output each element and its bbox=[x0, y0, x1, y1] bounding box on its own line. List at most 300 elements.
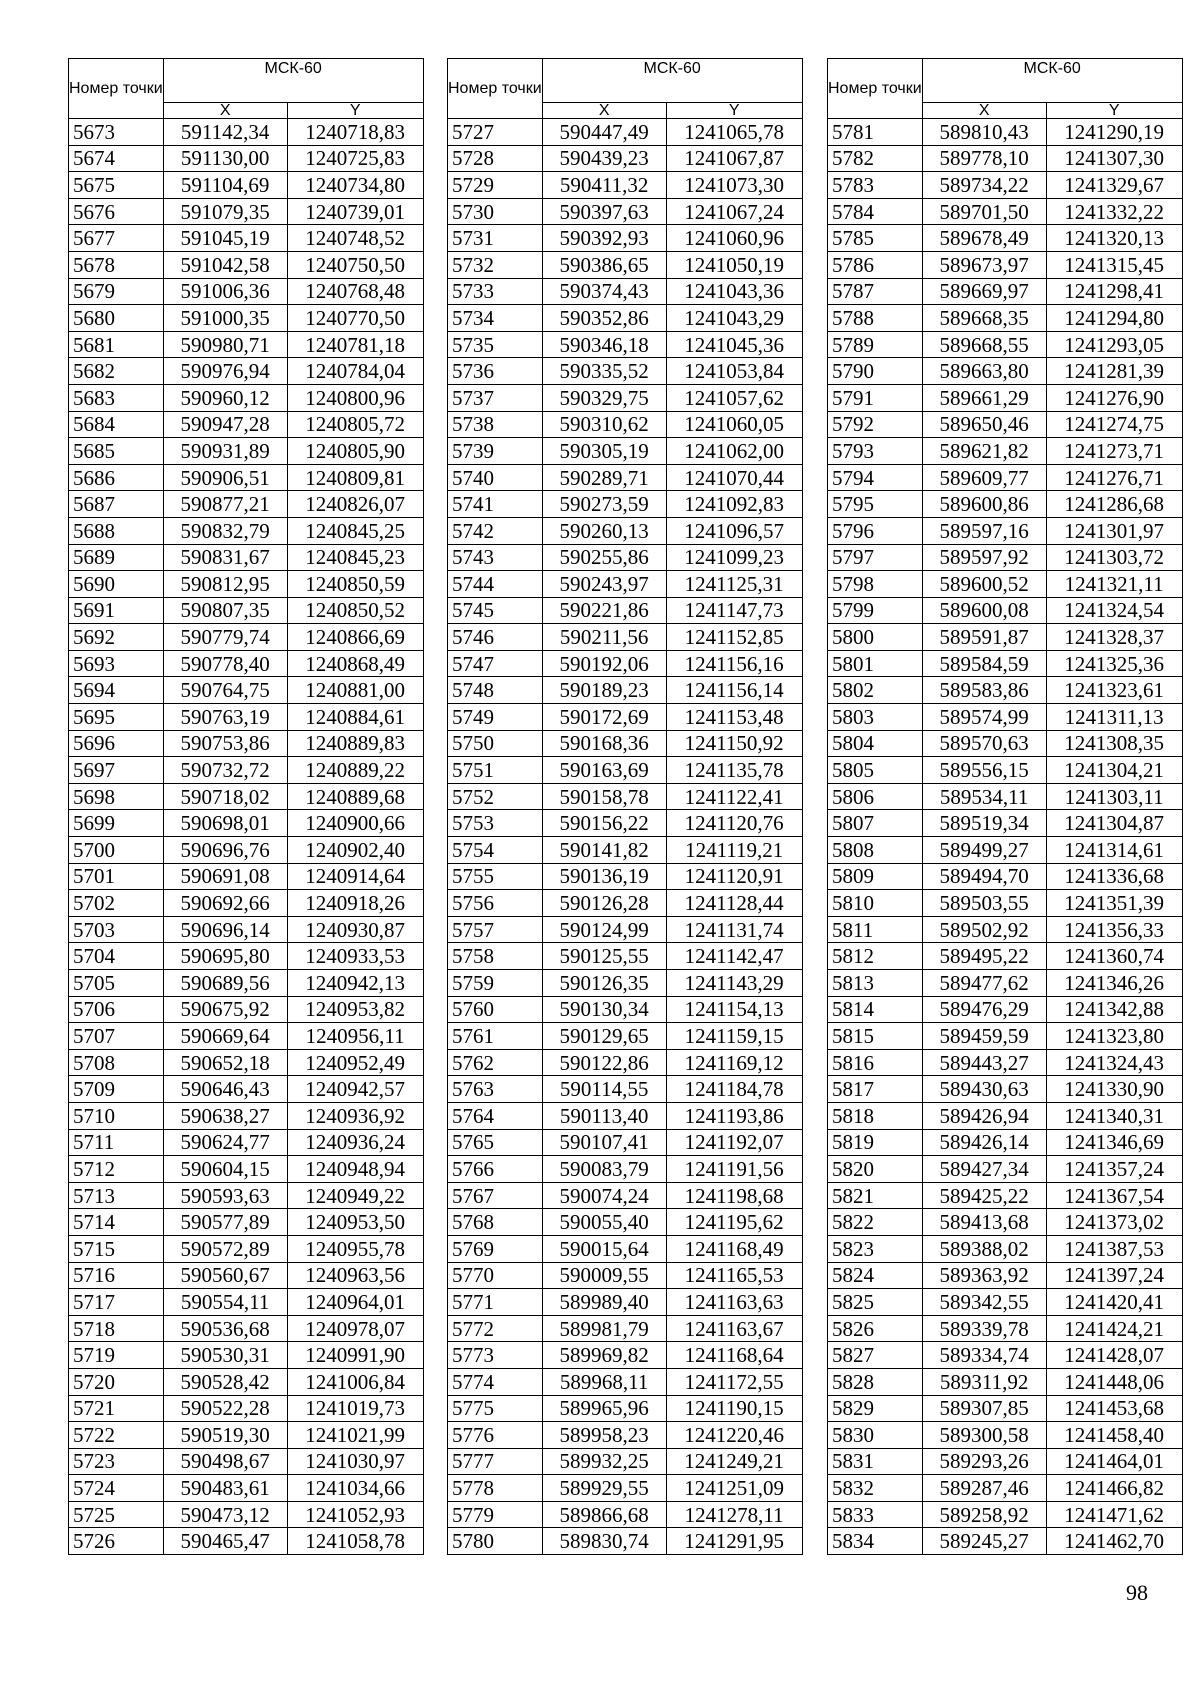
y-value: 1241073,30 bbox=[666, 172, 802, 199]
point-number: 5767 bbox=[448, 1182, 543, 1209]
x-value: 590980,71 bbox=[163, 331, 287, 358]
table-row bbox=[828, 172, 1183, 199]
x-value: 589958,23 bbox=[542, 1422, 666, 1449]
x-value: 590122,86 bbox=[542, 1049, 666, 1076]
y-value: 1240942,57 bbox=[287, 1076, 423, 1103]
table-row bbox=[828, 1289, 1183, 1316]
x-value: 589701,50 bbox=[922, 198, 1046, 225]
x-value: 590289,71 bbox=[542, 464, 666, 491]
table-row bbox=[828, 278, 1183, 305]
y-value: 1241276,90 bbox=[1046, 384, 1182, 411]
x-value: 590447,49 bbox=[542, 119, 666, 146]
x-value: 590624,77 bbox=[163, 1129, 287, 1156]
table-row bbox=[448, 863, 803, 890]
table-row bbox=[828, 491, 1183, 518]
y-value: 1241356,33 bbox=[1046, 916, 1182, 943]
x-value: 590397,63 bbox=[542, 198, 666, 225]
x-value: 589426,94 bbox=[922, 1102, 1046, 1129]
point-number: 5731 bbox=[448, 225, 543, 252]
point-number: 5760 bbox=[448, 996, 543, 1023]
y-value: 1241052,93 bbox=[287, 1501, 423, 1528]
x-value: 590753,86 bbox=[163, 730, 287, 757]
y-value: 1241099,23 bbox=[666, 544, 802, 571]
table-row bbox=[828, 704, 1183, 731]
x-value: 591079,35 bbox=[163, 198, 287, 225]
x-value: 589570,63 bbox=[922, 730, 1046, 757]
y-value: 1241276,71 bbox=[1046, 464, 1182, 491]
x-value: 590305,19 bbox=[542, 438, 666, 465]
table-row bbox=[448, 677, 803, 704]
table-row bbox=[828, 1448, 1183, 1475]
y-value: 1241198,68 bbox=[666, 1182, 802, 1209]
table-row bbox=[448, 225, 803, 252]
x-value: 590129,65 bbox=[542, 1023, 666, 1050]
x-value: 590638,27 bbox=[163, 1102, 287, 1129]
table-row bbox=[448, 278, 803, 305]
point-number: 5766 bbox=[448, 1156, 543, 1183]
y-value: 1241332,22 bbox=[1046, 198, 1182, 225]
point-number: 5793 bbox=[828, 438, 923, 465]
x-value: 590696,14 bbox=[163, 916, 287, 943]
point-number: 5778 bbox=[448, 1475, 543, 1502]
x-value: 590675,92 bbox=[163, 996, 287, 1023]
table-row bbox=[69, 1076, 424, 1103]
x-value: 590172,69 bbox=[542, 704, 666, 731]
table-row bbox=[448, 970, 803, 997]
table-row bbox=[448, 1262, 803, 1289]
point-number: 5787 bbox=[828, 278, 923, 305]
point-number: 5739 bbox=[448, 438, 543, 465]
point-number: 5798 bbox=[828, 571, 923, 598]
x-value: 589734,22 bbox=[922, 172, 1046, 199]
y-value: 1241351,39 bbox=[1046, 890, 1182, 917]
point-number: 5684 bbox=[69, 411, 164, 438]
y-value: 1241304,21 bbox=[1046, 757, 1182, 784]
x-value: 589307,85 bbox=[922, 1395, 1046, 1422]
y-value: 1240936,24 bbox=[287, 1129, 423, 1156]
y-value: 1241448,06 bbox=[1046, 1368, 1182, 1395]
x-value: 590577,89 bbox=[163, 1209, 287, 1236]
x-value: 590386,65 bbox=[542, 251, 666, 278]
x-value: 591142,34 bbox=[163, 119, 287, 146]
table-row bbox=[69, 677, 424, 704]
point-number: 5769 bbox=[448, 1235, 543, 1262]
point-number: 5680 bbox=[69, 305, 164, 332]
y-value: 1240936,92 bbox=[287, 1102, 423, 1129]
y-value: 1241058,78 bbox=[287, 1528, 423, 1555]
x-value: 590411,32 bbox=[542, 172, 666, 199]
x-value: 590812,95 bbox=[163, 571, 287, 598]
table-row bbox=[448, 1368, 803, 1395]
table-row bbox=[828, 1342, 1183, 1369]
point-number: 5743 bbox=[448, 544, 543, 571]
y-header: Y bbox=[1046, 103, 1182, 119]
x-value: 590055,40 bbox=[542, 1209, 666, 1236]
y-value: 1241462,70 bbox=[1046, 1528, 1182, 1555]
point-number: 5717 bbox=[69, 1289, 164, 1316]
y-value: 1241286,68 bbox=[1046, 491, 1182, 518]
y-value: 1241346,69 bbox=[1046, 1129, 1182, 1156]
y-value: 1241325,36 bbox=[1046, 650, 1182, 677]
y-value: 1240952,49 bbox=[287, 1049, 423, 1076]
table-row bbox=[828, 1315, 1183, 1342]
point-number: 5701 bbox=[69, 863, 164, 890]
table-row bbox=[828, 411, 1183, 438]
y-value: 1241135,78 bbox=[666, 757, 802, 784]
y-value: 1241092,83 bbox=[666, 491, 802, 518]
y-value: 1241466,82 bbox=[1046, 1475, 1182, 1502]
y-value: 1241340,31 bbox=[1046, 1102, 1182, 1129]
table-row bbox=[828, 1129, 1183, 1156]
y-value: 1241184,78 bbox=[666, 1076, 802, 1103]
x-value: 589597,16 bbox=[922, 517, 1046, 544]
x-value: 589430,63 bbox=[922, 1076, 1046, 1103]
point-number: 5791 bbox=[828, 384, 923, 411]
page-number: 98 bbox=[1126, 1580, 1148, 1605]
table-row bbox=[69, 1501, 424, 1528]
y-value: 1241330,90 bbox=[1046, 1076, 1182, 1103]
x-value: 589663,80 bbox=[922, 358, 1046, 385]
table-row bbox=[69, 544, 424, 571]
y-value: 1241251,09 bbox=[666, 1475, 802, 1502]
y-value: 1241273,71 bbox=[1046, 438, 1182, 465]
y-value: 1241070,44 bbox=[666, 464, 802, 491]
y-value: 1240963,56 bbox=[287, 1262, 423, 1289]
point-number: 5807 bbox=[828, 810, 923, 837]
point-number: 5796 bbox=[828, 517, 923, 544]
point-number: 5789 bbox=[828, 331, 923, 358]
table-row bbox=[69, 650, 424, 677]
point-number: 5709 bbox=[69, 1076, 164, 1103]
y-value: 1240889,83 bbox=[287, 730, 423, 757]
y-value: 1241315,45 bbox=[1046, 251, 1182, 278]
point-number: 5761 bbox=[448, 1023, 543, 1050]
point-number: 5783 bbox=[828, 172, 923, 199]
y-value: 1240902,40 bbox=[287, 837, 423, 864]
y-value: 1240978,07 bbox=[287, 1315, 423, 1342]
table-row bbox=[828, 305, 1183, 332]
table-row bbox=[448, 358, 803, 385]
y-header: Y bbox=[287, 103, 423, 119]
table-row bbox=[448, 198, 803, 225]
point-number: 5817 bbox=[828, 1076, 923, 1103]
table-row bbox=[448, 1342, 803, 1369]
y-value: 1241021,99 bbox=[287, 1422, 423, 1449]
point-number: 5784 bbox=[828, 198, 923, 225]
y-value: 1241169,12 bbox=[666, 1049, 802, 1076]
x-value: 590465,47 bbox=[163, 1528, 287, 1555]
x-value: 589669,97 bbox=[922, 278, 1046, 305]
x-value: 590352,86 bbox=[542, 305, 666, 332]
x-value: 591130,00 bbox=[163, 145, 287, 172]
x-value: 590807,35 bbox=[163, 597, 287, 624]
table-row bbox=[69, 810, 424, 837]
y-value: 1241324,54 bbox=[1046, 597, 1182, 624]
table-row bbox=[448, 890, 803, 917]
y-value: 1241298,41 bbox=[1046, 278, 1182, 305]
x-value: 590832,79 bbox=[163, 517, 287, 544]
table-row bbox=[828, 464, 1183, 491]
point-number: 5801 bbox=[828, 650, 923, 677]
x-value: 590732,72 bbox=[163, 757, 287, 784]
point-number: 5719 bbox=[69, 1342, 164, 1369]
x-value: 590009,55 bbox=[542, 1262, 666, 1289]
y-value: 1241168,64 bbox=[666, 1342, 802, 1369]
table-row bbox=[448, 1235, 803, 1262]
y-value: 1240881,00 bbox=[287, 677, 423, 704]
x-value: 589287,46 bbox=[922, 1475, 1046, 1502]
y-value: 1241050,19 bbox=[666, 251, 802, 278]
y-value: 1241342,88 bbox=[1046, 996, 1182, 1023]
x-value: 589584,59 bbox=[922, 650, 1046, 677]
table-row bbox=[448, 251, 803, 278]
table-row bbox=[448, 1422, 803, 1449]
point-number: 5728 bbox=[448, 145, 543, 172]
x-value: 590947,28 bbox=[163, 411, 287, 438]
table-row bbox=[448, 438, 803, 465]
y-value: 1240768,48 bbox=[287, 278, 423, 305]
point-number: 5831 bbox=[828, 1448, 923, 1475]
table-row bbox=[828, 438, 1183, 465]
y-value: 1241220,46 bbox=[666, 1422, 802, 1449]
point-number: 5704 bbox=[69, 943, 164, 970]
x-value: 590530,31 bbox=[163, 1342, 287, 1369]
y-value: 1241190,15 bbox=[666, 1395, 802, 1422]
x-value: 590221,86 bbox=[542, 597, 666, 624]
x-value: 590211,56 bbox=[542, 624, 666, 651]
y-value: 1241057,62 bbox=[666, 384, 802, 411]
point-number: 5808 bbox=[828, 837, 923, 864]
x-value: 590130,34 bbox=[542, 996, 666, 1023]
x-value: 589600,08 bbox=[922, 597, 1046, 624]
point-number: 5774 bbox=[448, 1368, 543, 1395]
x-value: 590126,28 bbox=[542, 890, 666, 917]
y-value: 1241163,67 bbox=[666, 1315, 802, 1342]
point-number: 5735 bbox=[448, 331, 543, 358]
x-value: 590346,18 bbox=[542, 331, 666, 358]
x-value: 590778,40 bbox=[163, 650, 287, 677]
table-row bbox=[69, 1342, 424, 1369]
y-value: 1241168,49 bbox=[666, 1235, 802, 1262]
table-row bbox=[448, 597, 803, 624]
table-row bbox=[828, 1501, 1183, 1528]
y-value: 1241053,84 bbox=[666, 358, 802, 385]
point-number: 5713 bbox=[69, 1182, 164, 1209]
y-value: 1240914,64 bbox=[287, 863, 423, 890]
x-value: 590976,94 bbox=[163, 358, 287, 385]
table-row bbox=[448, 730, 803, 757]
x-value: 590126,35 bbox=[542, 970, 666, 997]
x-value: 590255,86 bbox=[542, 544, 666, 571]
table-row bbox=[69, 1049, 424, 1076]
y-value: 1241308,35 bbox=[1046, 730, 1182, 757]
point-number: 5678 bbox=[69, 251, 164, 278]
x-value: 590519,30 bbox=[163, 1422, 287, 1449]
table-row bbox=[69, 225, 424, 252]
table-row bbox=[448, 544, 803, 571]
point-number: 5819 bbox=[828, 1129, 923, 1156]
table-row bbox=[448, 943, 803, 970]
point-number: 5811 bbox=[828, 916, 923, 943]
y-value: 1241019,73 bbox=[287, 1395, 423, 1422]
table-row bbox=[69, 1156, 424, 1183]
table-row bbox=[448, 1315, 803, 1342]
point-number: 5828 bbox=[828, 1368, 923, 1395]
coordinate-table-1 bbox=[68, 58, 424, 1555]
table-row bbox=[69, 704, 424, 731]
y-value: 1241163,63 bbox=[666, 1289, 802, 1316]
x-value: 589574,99 bbox=[922, 704, 1046, 731]
point-number: 5830 bbox=[828, 1422, 923, 1449]
y-value: 1240953,82 bbox=[287, 996, 423, 1023]
table-row bbox=[828, 251, 1183, 278]
y-value: 1241453,68 bbox=[1046, 1395, 1182, 1422]
x-value: 589342,55 bbox=[922, 1289, 1046, 1316]
x-value: 590156,22 bbox=[542, 810, 666, 837]
y-value: 1241125,31 bbox=[666, 571, 802, 598]
y-value: 1241156,16 bbox=[666, 650, 802, 677]
y-value: 1241294,80 bbox=[1046, 305, 1182, 332]
table-row bbox=[448, 1102, 803, 1129]
y-value: 1240784,04 bbox=[287, 358, 423, 385]
x-value: 590652,18 bbox=[163, 1049, 287, 1076]
x-value: 590273,59 bbox=[542, 491, 666, 518]
point-number: 5809 bbox=[828, 863, 923, 890]
table-row bbox=[448, 1475, 803, 1502]
point-number: 5721 bbox=[69, 1395, 164, 1422]
y-value: 1240918,26 bbox=[287, 890, 423, 917]
y-value: 1241367,54 bbox=[1046, 1182, 1182, 1209]
x-value: 590669,64 bbox=[163, 1023, 287, 1050]
point-number: 5683 bbox=[69, 384, 164, 411]
x-value: 590931,89 bbox=[163, 438, 287, 465]
table-row bbox=[69, 863, 424, 890]
point-number: 5782 bbox=[828, 145, 923, 172]
table-row bbox=[448, 624, 803, 651]
x-value: 590554,11 bbox=[163, 1289, 287, 1316]
y-value: 1241120,76 bbox=[666, 810, 802, 837]
point-number: 5759 bbox=[448, 970, 543, 997]
point-number: 5754 bbox=[448, 837, 543, 864]
y-value: 1241067,24 bbox=[666, 198, 802, 225]
table-row bbox=[448, 996, 803, 1023]
table-row bbox=[69, 411, 424, 438]
x-value: 591000,35 bbox=[163, 305, 287, 332]
point-number: 5806 bbox=[828, 783, 923, 810]
x-value: 590779,74 bbox=[163, 624, 287, 651]
point-number: 5748 bbox=[448, 677, 543, 704]
x-value: 590604,15 bbox=[163, 1156, 287, 1183]
table-row bbox=[69, 278, 424, 305]
y-value: 1241387,53 bbox=[1046, 1235, 1182, 1262]
point-number: 5685 bbox=[69, 438, 164, 465]
x-value: 591042,58 bbox=[163, 251, 287, 278]
x-value: 590689,56 bbox=[163, 970, 287, 997]
y-value: 1241420,41 bbox=[1046, 1289, 1182, 1316]
table-row bbox=[828, 1422, 1183, 1449]
coordinate-system-header: МСК-60 bbox=[542, 59, 802, 103]
x-value: 589668,55 bbox=[922, 331, 1046, 358]
y-value: 1241030,97 bbox=[287, 1448, 423, 1475]
table-row bbox=[448, 305, 803, 332]
point-number: 5703 bbox=[69, 916, 164, 943]
x-value: 590473,12 bbox=[163, 1501, 287, 1528]
table-row bbox=[69, 1262, 424, 1289]
point-number: 5805 bbox=[828, 757, 923, 784]
x-value: 589519,34 bbox=[922, 810, 1046, 837]
y-value: 1241373,02 bbox=[1046, 1209, 1182, 1236]
table-row bbox=[69, 1209, 424, 1236]
point-number: 5762 bbox=[448, 1049, 543, 1076]
y-value: 1241096,57 bbox=[666, 517, 802, 544]
x-value: 590960,12 bbox=[163, 384, 287, 411]
point-number: 5795 bbox=[828, 491, 923, 518]
y-value: 1241067,87 bbox=[666, 145, 802, 172]
table-row bbox=[448, 1395, 803, 1422]
table-row bbox=[828, 783, 1183, 810]
point-number-header: Номер точки bbox=[448, 59, 543, 119]
point-number: 5813 bbox=[828, 970, 923, 997]
y-value: 1241291,95 bbox=[666, 1528, 802, 1555]
table-row bbox=[828, 1475, 1183, 1502]
table-row bbox=[828, 1395, 1183, 1422]
x-header: X bbox=[542, 103, 666, 119]
table-row bbox=[69, 783, 424, 810]
table-row bbox=[828, 837, 1183, 864]
y-value: 1241324,43 bbox=[1046, 1049, 1182, 1076]
table-row bbox=[69, 1395, 424, 1422]
table-row bbox=[69, 1368, 424, 1395]
point-number: 5689 bbox=[69, 544, 164, 571]
table-row bbox=[69, 1129, 424, 1156]
x-value: 590107,41 bbox=[542, 1129, 666, 1156]
point-number: 5814 bbox=[828, 996, 923, 1023]
x-value: 589502,92 bbox=[922, 916, 1046, 943]
x-value: 590310,62 bbox=[542, 411, 666, 438]
table-row bbox=[828, 1368, 1183, 1395]
table-row bbox=[448, 517, 803, 544]
point-number: 5786 bbox=[828, 251, 923, 278]
point-number: 5752 bbox=[448, 783, 543, 810]
point-number: 5729 bbox=[448, 172, 543, 199]
table-row bbox=[828, 358, 1183, 385]
table-row bbox=[828, 1262, 1183, 1289]
x-value: 590691,08 bbox=[163, 863, 287, 890]
y-value: 1240956,11 bbox=[287, 1023, 423, 1050]
y-value: 1241320,13 bbox=[1046, 225, 1182, 252]
table-row bbox=[69, 837, 424, 864]
y-value: 1241424,21 bbox=[1046, 1315, 1182, 1342]
x-value: 590141,82 bbox=[542, 837, 666, 864]
y-value: 1241323,80 bbox=[1046, 1023, 1182, 1050]
y-value: 1241397,24 bbox=[1046, 1262, 1182, 1289]
point-number: 5696 bbox=[69, 730, 164, 757]
table-row bbox=[448, 331, 803, 358]
y-value: 1241120,91 bbox=[666, 863, 802, 890]
x-value: 590906,51 bbox=[163, 464, 287, 491]
point-number: 5698 bbox=[69, 783, 164, 810]
point-number: 5821 bbox=[828, 1182, 923, 1209]
x-value: 589968,11 bbox=[542, 1368, 666, 1395]
y-value: 1240948,94 bbox=[287, 1156, 423, 1183]
y-value: 1241060,96 bbox=[666, 225, 802, 252]
point-number: 5816 bbox=[828, 1049, 923, 1076]
point-number: 5753 bbox=[448, 810, 543, 837]
y-value: 1241303,72 bbox=[1046, 544, 1182, 571]
point-number: 5688 bbox=[69, 517, 164, 544]
point-number: 5834 bbox=[828, 1528, 923, 1555]
y-value: 1240889,68 bbox=[287, 783, 423, 810]
